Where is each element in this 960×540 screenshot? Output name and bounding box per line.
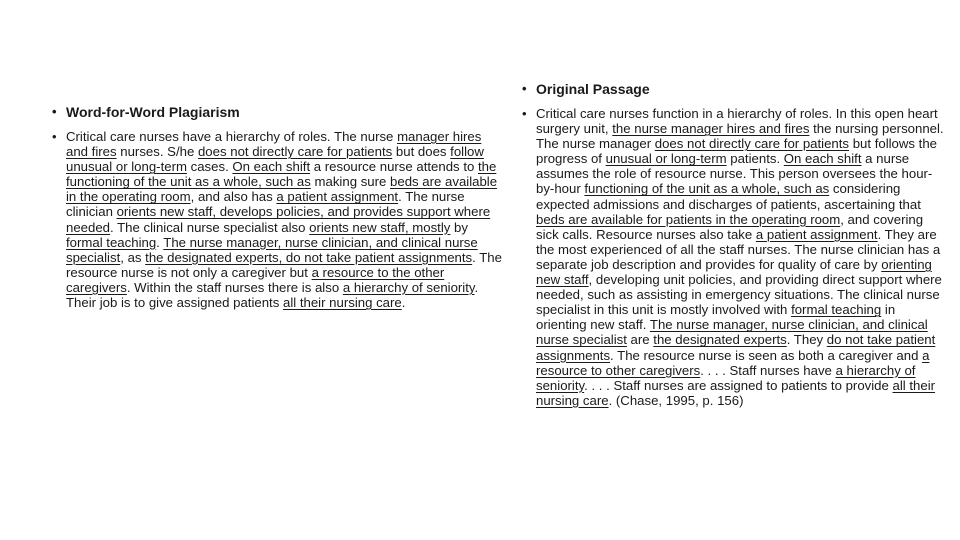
underlined-phrase: the nurse manager hires and fires (612, 121, 810, 137)
underlined-phrase: manager hires and fires (66, 129, 482, 160)
passage-text: the nursing personnel. The nurse manager (536, 121, 944, 152)
passage-text: . (Chase, 1995, p. 156) (608, 392, 744, 408)
passage-text: in orienting new staff. (536, 302, 896, 333)
underlined-phrase: follow unusual or long-term (66, 144, 484, 175)
underlined-phrase: the functioning of the unit as a whole, such as (66, 159, 497, 190)
passage-text: a resource nurse attends to (310, 159, 478, 175)
left-column (52, 103, 502, 310)
underlined-phrase: the designated experts, do not take patient assignments (145, 249, 473, 265)
passage-text: . The resource nurse is seen as both a caregiver and (610, 347, 923, 363)
passage-text: cases. (186, 159, 233, 175)
passage-text: . The resource nurse is not only a caregiver but (66, 249, 502, 280)
passage-text: but follows the progress of (536, 136, 937, 167)
underlined-phrase: does not directly care for patients (654, 136, 850, 152)
passage-text: . . . . Staff nurses are assigned to patients to provide (584, 377, 893, 393)
underlined-phrase: On each shift (232, 159, 311, 175)
underlined-phrase: functioning of the unit as a whole, such as (584, 181, 830, 197)
passage-text: , and also has (190, 189, 277, 205)
passage-text: . They (786, 332, 827, 348)
underlined-phrase: unusual or long-term (605, 151, 727, 167)
passage-text: , as (120, 249, 146, 265)
passage-text: . (401, 295, 406, 311)
passage-text: . (156, 234, 164, 250)
passage-text: making sure (310, 174, 391, 190)
underlined-phrase: orients new staff, develops policies, and provides support where needed (66, 204, 491, 235)
left-passage (52, 129, 502, 310)
right-passage (522, 106, 944, 408)
passage-text: . . . . Staff nurses have (700, 362, 836, 378)
underlined-phrase: a patient assignment (755, 226, 878, 242)
underlined-phrase: formal teaching (791, 302, 882, 318)
passage-text: . The clinical nurse specialist also (110, 219, 310, 235)
underlined-phrase: all their nursing care (536, 377, 936, 408)
underlined-phrase: formal teaching (66, 234, 157, 250)
underlined-phrase: The nurse manager, nurse clinician, and clinical nurse specialist (536, 317, 928, 348)
passage-text: . Within the staff nurses there is also (126, 279, 343, 295)
passage-text: patients. (726, 151, 784, 167)
passage-text: . Their job is to give assigned patients (66, 279, 479, 311)
underlined-phrase: orienting new staff (536, 256, 932, 288)
underlined-phrase: a patient assignment (276, 189, 399, 205)
underlined-phrase: a resource to other caregivers (536, 347, 930, 378)
right-heading: • Original Passage (522, 80, 944, 98)
right-column (522, 80, 944, 408)
underlined-phrase: the designated experts (653, 332, 787, 348)
underlined-phrase: beds are available for patients in the operating room (536, 211, 841, 227)
underlined-phrase: orients new staff, mostly (309, 219, 451, 235)
passage-text: , and covering sick calls. Resource nurses also take (536, 211, 924, 242)
underlined-phrase: does not directly care for patients (197, 144, 393, 160)
underlined-phrase: The nurse manager, nurse clinician, and clinical nurse specialist (66, 234, 478, 265)
passage-text: are (626, 332, 654, 348)
passage-text: but does (392, 144, 451, 160)
passage-text: a nurse assumes the role of resource nurse. This person oversees the hour-by-hour (536, 151, 933, 197)
underlined-phrase: beds are available in the operating room (66, 174, 498, 205)
underlined-phrase: a hierarchy of seniority (342, 279, 475, 295)
underlined-phrase: a resource to the other caregivers (66, 264, 445, 295)
passage-text: , developing unit policies, and providing direct support where needed, such as assisting in emergency situations. The clinical nurse specialist in this unit is mostly involved with (536, 272, 942, 318)
left-heading: • Word-for-Word Plagiarism (52, 103, 502, 121)
passage-text: nurses. S/he (116, 144, 198, 160)
underlined-phrase: all their nursing care (282, 295, 402, 311)
passage-text: Critical care nurses function in a hierarchy of roles. In this open heart surgery unit, (536, 106, 938, 137)
passage-text: . They are the most experienced of all the staff nurses. The nurse clinician has a separate job description and provides for quality of care by (536, 226, 941, 272)
passage-text: . The nurse clinician (66, 189, 465, 220)
passage-text: considering expected admissions and discharges of patients, ascertaining that (536, 181, 921, 212)
passage-text: by (450, 219, 468, 235)
underlined-phrase: a hierarchy of seniority (536, 362, 916, 393)
underlined-phrase: On each shift (783, 151, 862, 167)
underlined-phrase: do not take patient assignments (536, 332, 936, 363)
passage-text: Critical care nurses have a hierarchy of roles. The nurse (66, 129, 398, 144)
